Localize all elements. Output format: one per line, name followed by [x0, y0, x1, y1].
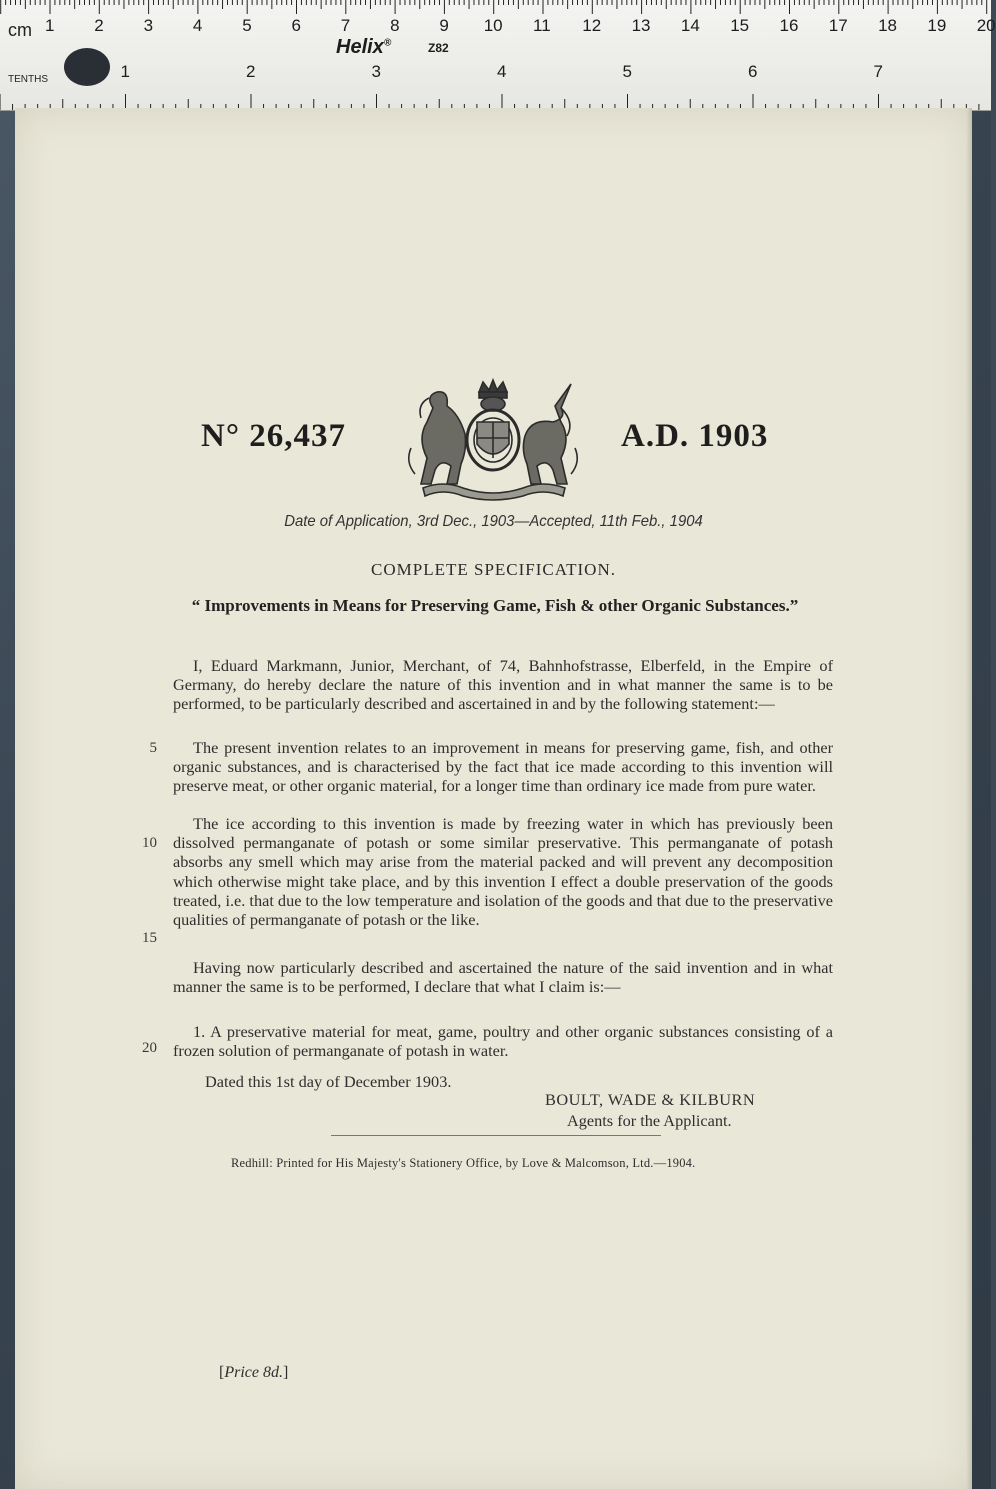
paragraph-ice-method [173, 814, 833, 929]
ruler-cm-number: 17 [828, 16, 848, 35]
ruler-inch-number: 1 [120, 62, 130, 81]
ruler-hang-hole [64, 48, 110, 86]
price-value: 8d. [262, 1364, 283, 1381]
price-label: Price [224, 1364, 259, 1381]
application-dates: Date of Application, 3rd Dec., 1903—Accepted, 11th Feb., 1904 [284, 513, 703, 530]
ruler-cm-number: 6 [291, 16, 301, 35]
ruler-inch-number: 7 [873, 62, 883, 81]
divider-rule [331, 1135, 661, 1136]
ruler-cm-number: 13 [631, 16, 651, 35]
patent-header [15, 378, 972, 508]
ruler-cm-number: 14 [680, 16, 700, 35]
patent-number: N° 26,437 [201, 418, 347, 454]
agents-firm: BOULT, WADE & KILBURN [545, 1090, 756, 1109]
ruler-cm-number: 11 [533, 16, 551, 35]
line-number-10: 10 [142, 835, 157, 851]
paragraph-claim-1 [173, 1022, 833, 1060]
measuring-ruler [0, 0, 996, 111]
ruler-cm-number: 1 [45, 16, 55, 35]
ruler-cm-number: 18 [878, 16, 898, 35]
ruler-cm-number: 15 [730, 16, 750, 35]
paragraph-invention-summary [173, 738, 833, 796]
invention-title: “ Improvements in Means for Preserving Game, Fish & other Organic Substances.” [191, 596, 799, 615]
patent-year: A.D. 1903 [621, 418, 769, 454]
paragraph-applicant [173, 656, 833, 714]
ruler-tenths-label: TENTHS [8, 74, 48, 85]
ruler-inch-number: 4 [497, 62, 507, 81]
dated-line: Dated this 1st day of December 1903. [205, 1072, 452, 1091]
patent-page [15, 108, 972, 1489]
ruler-cm-number: 10 [483, 16, 503, 35]
ruler-cm-number: 2 [94, 16, 104, 35]
ruler-inch-number: 2 [246, 62, 256, 81]
ruler-cm-label: cm [8, 20, 32, 40]
ruler-inch-number: 3 [371, 62, 381, 81]
paragraph-text: 1. A preservative material for meat, game, poultry and other organic substances consisting of a frozen solution of permanganate of potash in water. [173, 1022, 833, 1061]
page-edge-shadow [966, 108, 972, 1489]
ruler-inch-number: 6 [748, 62, 758, 81]
printer-imprint: Redhill: Printed for His Majesty's Stationery Office, by Love & Malcomson, Ltd.—1904. [231, 1156, 696, 1170]
ruler-cm-number: 4 [192, 16, 203, 35]
ruler-cm-number: 5 [242, 16, 252, 35]
ruler-cm-number: 9 [439, 16, 449, 35]
line-number-5: 5 [149, 740, 157, 756]
ruler-brand: Helix® [336, 36, 392, 58]
ruler-cm-number: 12 [582, 16, 602, 35]
paragraph-text: I, Eduard Markmann, Junior, Merchant, of 74, Bahnhofstrasse, Elberfeld, in the Empire of Germany, do hereby declare the nature of this invention and in what manner the same is to be performed, to be particularly described and ascertained in and by the following statement:— [173, 656, 833, 714]
price-tag: [Price 8d.] [219, 1364, 289, 1381]
ruler-cm-number: 20 [976, 16, 996, 35]
royal-crest-icon [403, 378, 583, 502]
ruler-cm-number: 16 [779, 16, 799, 35]
line-number-20: 20 [142, 1040, 157, 1056]
ruler-model: Z82 [428, 41, 449, 55]
line-number-15: 15 [142, 930, 157, 946]
ruler-cm-number: 7 [340, 16, 351, 35]
ruler-inch-number: 5 [622, 62, 632, 81]
paragraph-text: The ice according to this invention is made by freezing water in which has previously been dissolved permanganate of potash or some similar preservative. This permanganate of potash absorbs any smell which may arise from the material packed and will prevent any decomposition which otherwise might take place, and by this invention I effect a double preservation of the goods treated, i.e. that due to the low temperature and isolation of the goods and that due to the preservative qualities of permanganate of potash or the like. [173, 814, 833, 930]
paragraph-text: Having now particularly described and ascertained the nature of the said invention and in what manner the same is to be performed, I declare that what I claim is:— [173, 958, 833, 997]
specification-heading: COMPLETE SPECIFICATION. [371, 560, 616, 579]
ruler-cm-number: 3 [143, 16, 154, 35]
paragraph-claim-intro [173, 958, 833, 996]
ruler-cm-number: 8 [390, 16, 400, 35]
agents-role: Agents for the Applicant. [567, 1111, 732, 1130]
paragraph-text: The present invention relates to an improvement in means for preserving game, fish, and other organic substances, and is characterised by the fact that ice made according to this invention will preserve meat, or other organic material, for a longer time than ordinary ice made from pure water. [173, 738, 833, 796]
ruler-cm-number: 19 [927, 16, 947, 35]
